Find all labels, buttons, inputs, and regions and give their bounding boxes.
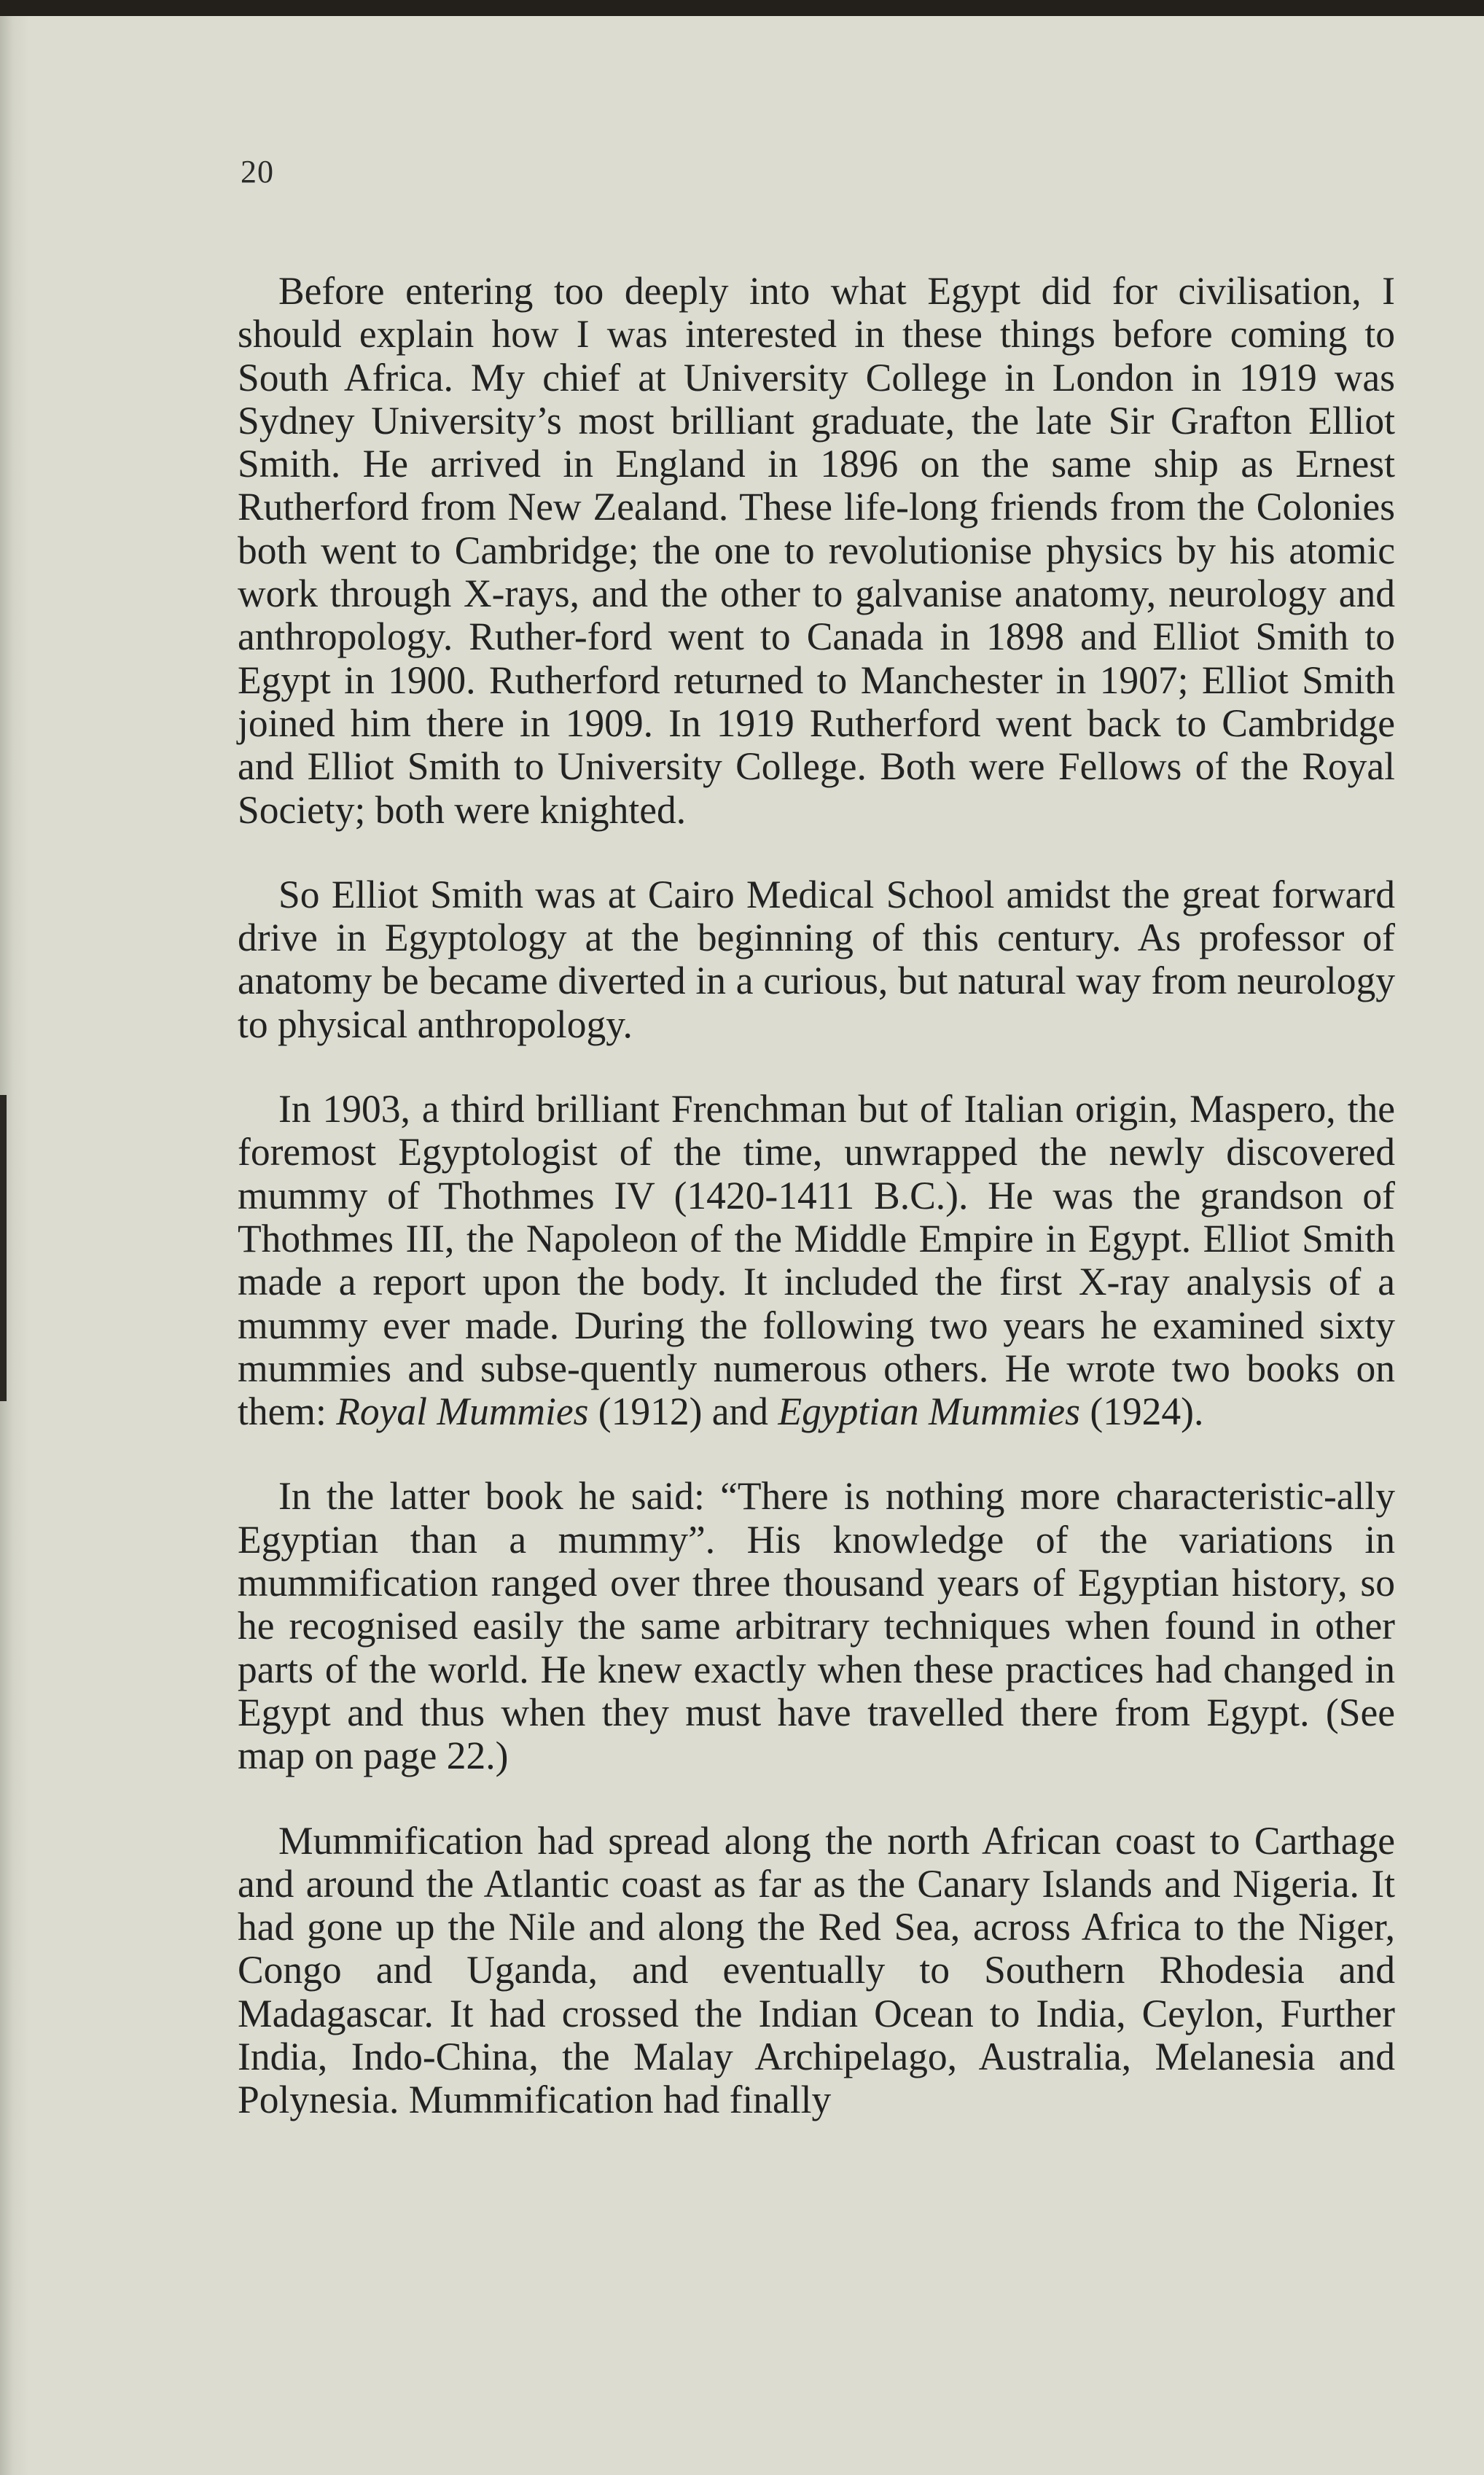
paragraph-3-mid: (1912) and xyxy=(588,1389,778,1434)
binding-edge-mark xyxy=(0,1095,7,1401)
book-page xyxy=(0,16,1484,2475)
paragraph-3-text: In 1903, a third brilliant Frenchman but of Italian origin, Maspero, the foremost Egyptologist of the time, unwrapped the newly discovered mummy of Thothmes IV (1420-1411 B.C.). He was the grandson of Thothmes III, the Napoleon of the Middle Empire in Egypt. Elliot Smith made a report upon the body. It included the first X-ray analysis of a mummy ever made. During the following two years he examined sixty mummies and subse-quently numerous others. He wrote two books on them: xyxy=(238,1087,1395,1434)
paragraph-4: In the latter book he said: “There is nothing more characteristic-ally Egyptian than a mummy”. His knowledge of the variations in mummification ranged over three thousand years of Egyptian history, so he recognised easily the same arbitrary techniques when found in other parts of the world. He knew exactly when these practices had changed in Egypt and thus when they must have travelled there from Egypt. (See map on page 22.) xyxy=(238,1474,1395,1778)
body-text xyxy=(238,270,1395,2122)
page-number: 20 xyxy=(241,154,274,190)
paragraph-1: Before entering too deeply into what Egypt did for civilisation, I should explain how I was interested in these things before coming to South Africa. My chief at University College in London in 1919 was Sydney University’s most brilliant graduate, the late Sir Grafton Elliot Smith. He arrived in England in 1896 on the same ship as Ernest Rutherford from New Zealand. These life-long friends from the Colonies both went to Cambridge; the one to revolutionise physics by his atomic work through X-rays, and the other to galvanise anatomy, neurology and anthropology. Ruther-ford went to Canada in 1898 and Elliot Smith to Egypt in 1900. Rutherford returned to Manchester in 1907; Elliot Smith joined him there in 1909. In 1919 Rutherford went back to Cambridge and Elliot Smith to University College. Both were Fellows of the Royal Society; both were knighted. xyxy=(238,269,1395,832)
paragraph-2: So Elliot Smith was at Cairo Medical School amidst the great forward drive in Egyptology at the beginning of this century. As professor of anatomy be became diverted in a curious, but natural way from neurology to physical anthropology. xyxy=(238,872,1395,1046)
paragraph-3 xyxy=(238,1088,1395,1433)
book-title-egyptian-mummies: Egyptian Mummies xyxy=(778,1389,1080,1434)
paragraph-5: Mummification had spread along the north African coast to Carthage and around the Atlantic coast as far as the Canary Islands and Nigeria. It had gone up the Nile and along the Red Sea, across Africa to the Niger, Congo and Uganda, and eventually to Southern Rhodesia and Madagascar. It had crossed the Indian Ocean to India, Ceylon, Further India, Indo-China, the Malay Archipelago, Australia, Melanesia and Polynesia. Mummification had finally xyxy=(238,1818,1395,2122)
book-title-royal-mummies: Royal Mummies xyxy=(336,1389,589,1434)
paragraph-3-end: (1924). xyxy=(1079,1389,1204,1434)
